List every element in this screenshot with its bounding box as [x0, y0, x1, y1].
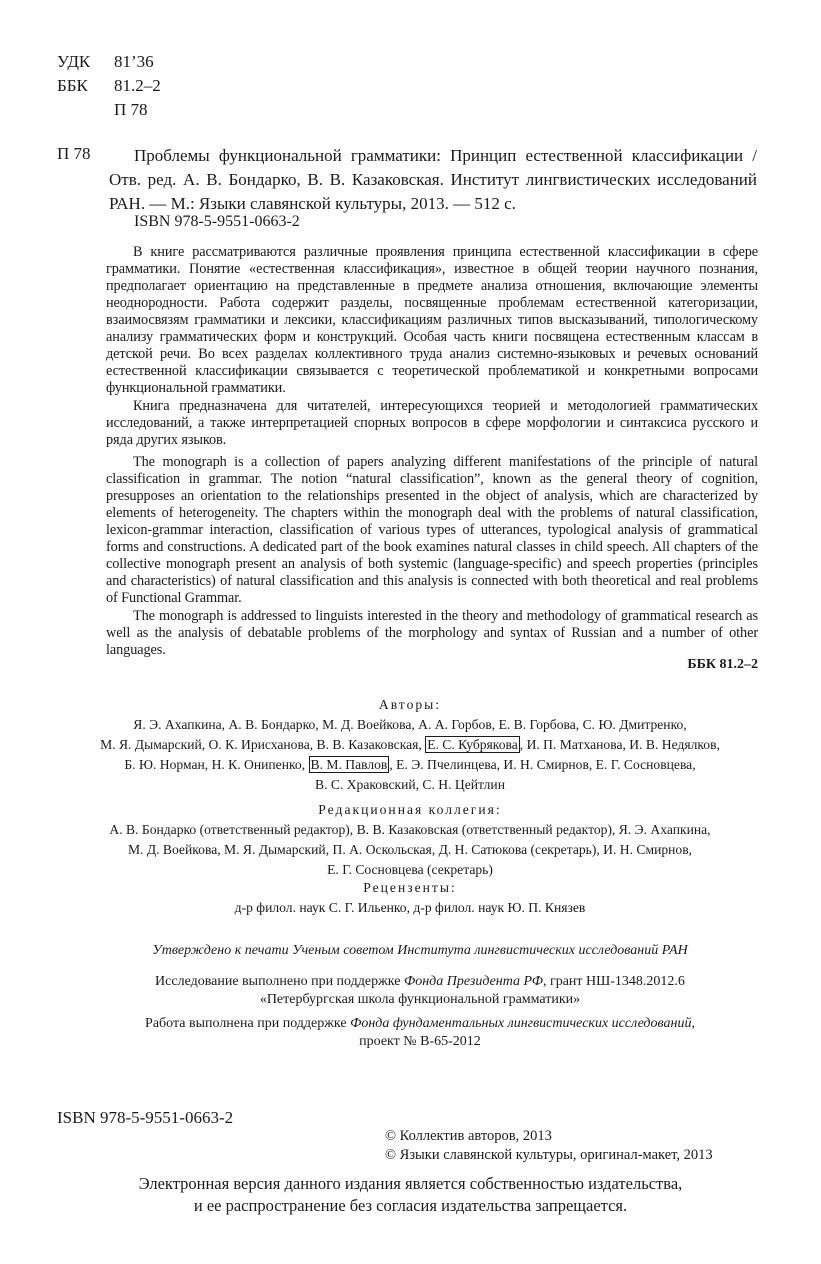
support-1-fund: Фонда Президента РФ	[403, 974, 543, 989]
copyright-authors: © Коллектив авторов, 2013	[385, 1128, 552, 1144]
authors-block	[100, 695, 720, 795]
editorial-board-block	[100, 800, 720, 880]
abstract-bbk: ББК 81.2–2	[687, 657, 758, 672]
bibliographic-entry: Проблемы функциональной грамматики: Принцип естественной классификации / Отв. ред. А. В. Бондарко, В. В. Казаковская. Институт лингвистических исследований РАН. — М.: Языки славянской культуры, 2013. — 512 с.	[109, 146, 757, 213]
authors-line-4: В. С. Храковский, С. Н. Цейтлин	[315, 777, 505, 792]
support-2-fund: Фонда фундаментальных лингвистических исследований	[350, 1016, 692, 1031]
boxed-author-pavlov: В. М. Павлов	[310, 757, 388, 772]
support-1-project: «Петербургская школа функциональной грамматики»	[259, 992, 581, 1007]
reviewers-block	[100, 878, 720, 918]
support-1-grant: , грант НШ-1348.2012.6	[542, 974, 685, 989]
copyright-publisher: © Языки славянской культуры, оригинал-макет, 2013	[385, 1147, 713, 1163]
authors-line-2-end: , И. П. Матханова, И. В. Недялков,	[519, 737, 720, 752]
udk-label: УДК	[57, 52, 91, 71]
catalog-code: П 78	[57, 144, 91, 163]
udk-row	[57, 50, 161, 74]
udk-value: 81’36	[114, 52, 154, 71]
authors-line-3-end: , Е. Э. Пчелинцева, И. Н. Смирнов, Е. Г. Сосновцева,	[389, 757, 696, 772]
support-2-comma: ,	[691, 1016, 695, 1031]
abstract-ru-paragraph-2: Книга предназначена для читателей, интересующихся теорией и методологией грамматических исследований, а также интерпретацией спорных вопросов в сфере морфологии и синтаксиса русского и ряда других языков.	[106, 398, 758, 448]
support-note-1	[70, 973, 770, 1009]
abstract-ru-paragraph-1: В книге рассматриваются различные проявления принципа естественной классификации в сфере грамматики. Понятие «естественная классификация», известное в общей теории научного познания, предполагает ориентацию на представленные в предмете анализа отношения, включающие элементы неоднородности. Работа содержит разделы, посвященные проблемам естественной категоризации, взаимосвязям грамматики и лексики, классификациям различных типов высказываний, типологическому анализу грамматических форм и конструкций. Особая часть книги посвящена естественным классам в детской речи. Во всех разделах коллективного труда анализ системно-языковых и речевых оснований естественной классификации связывается с теоретической проблематикой и конкретными вопросами функциональной грамматики.	[106, 244, 758, 396]
approval-note	[70, 942, 770, 960]
copyright-block	[385, 1127, 713, 1165]
electronic-notice-line-2: и ее распространение без согласия издательства запрещается.	[193, 1196, 628, 1215]
bbk-label: ББК	[57, 76, 88, 95]
support-2-text: Работа выполнена при поддержке	[145, 1016, 347, 1031]
electronic-notice-line-1: Электронная версия данного издания является собственностью издательства,	[138, 1174, 683, 1193]
bbk-row	[57, 74, 161, 98]
support-note-2	[70, 1015, 770, 1051]
authors-line-3	[100, 755, 720, 775]
footer-isbn: ISBN 978-5-9551-0663-2	[57, 1108, 234, 1127]
approval-text: Утверждено к печати Ученым советом Института лингвистических исследований РАН	[152, 943, 688, 958]
support-1-text: Исследование выполнено при поддержке	[155, 974, 401, 989]
board-line-2: М. Д. Воейкова, М. Я. Дымарский, П. А. Оскольская, Д. Н. Сатюкова (секретарь), И. Н. Смирнов,	[127, 842, 693, 857]
classification-codes	[57, 50, 161, 122]
support-2-project: проект № B-65-2012	[359, 1034, 481, 1049]
bbk-value: 81.2–2	[114, 76, 161, 95]
authors-line-1: Я. Э. Ахапкина, А. В. Бондарко, М. Д. Воейкова, А. А. Горбов, Е. В. Горбова, С. Ю. Дмитренко,	[133, 717, 687, 732]
electronic-notice	[40, 1173, 781, 1217]
boxed-author-kubryakova: Е. С. Кубрякова	[427, 737, 518, 752]
authors-line-3-start: Б. Ю. Норман, Н. К. Онипенко,	[124, 757, 306, 772]
abstract	[106, 244, 758, 659]
board-header: Редакционная коллегия:	[318, 802, 502, 817]
authors-line-2	[100, 735, 720, 755]
reviewers-line-1: д-р филол. наук С. Г. Ильенко, д-р филол. наук Ю. П. Князев	[234, 900, 586, 915]
catalog-isbn: ISBN 978-5-9551-0663-2	[134, 213, 300, 230]
authors-line-2-start: М. Я. Дымарский, О. К. Ирисханова, В. В. Казаковская,	[100, 737, 422, 752]
authors-header: Авторы:	[378, 697, 442, 712]
board-line-3: Е. Г. Сосновцева (секретарь)	[327, 862, 493, 877]
abstract-en-paragraph-1: The monograph is a collection of papers analyzing different manifestations of the principle of natural classification in grammar. The notion “natural classification”, known as the general theory of cognition, presupposes an orientation to the relationships presented in the object of analysis, which are characterized by elements of heterogeneity. The chapters within the monograph deal with the problems of natural classification, lexicon-grammar interaction, classification of various types of utterances, typological analysis of grammatical forms and constructions. A dedicated part of the book examines natural classes in child speech. All chapters of the collective monograph present an analysis of both systemic (language-specific) and speech properties (principles and characteristics) of natural classification and this analysis is connected with both theoretical and real problems of Functional Grammar.	[106, 454, 758, 606]
author-sign: П 78	[114, 100, 148, 119]
board-line-1: А. В. Бондарко (ответственный редактор), В. В. Казаковская (ответственный редактор), Я. Э. Ахапкина,	[109, 822, 711, 837]
abstract-en-paragraph-2: The monograph is addressed to linguists interested in the theory and methodology of grammatical research as well as the analysis of debatable problems of the morphology and syntax of Russian and a number of other languages.	[106, 608, 758, 658]
reviewers-header: Рецензенты:	[363, 880, 457, 895]
